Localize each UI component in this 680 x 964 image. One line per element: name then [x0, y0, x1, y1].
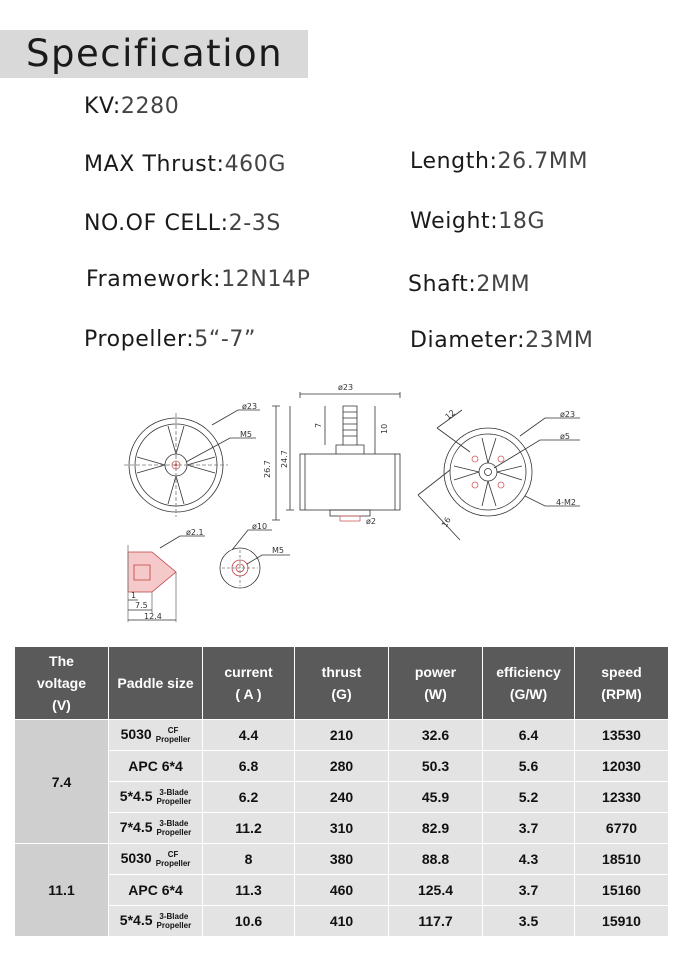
propeller-note	[157, 788, 192, 806]
table-row	[15, 875, 669, 906]
current-cell: 11.2	[203, 813, 295, 844]
spec-propeller-value: 5“-7”	[194, 327, 256, 352]
spec-propeller	[84, 327, 256, 352]
header-power-line1: power	[414, 664, 457, 680]
spec-shaft-label: Shaft:	[408, 272, 477, 297]
efficiency-cell: 3.7	[483, 813, 575, 844]
paddle-size-cell	[109, 813, 203, 844]
speed-cell: 6770	[575, 813, 669, 844]
propeller-note-line: CF	[167, 726, 179, 736]
dim-7-5: 7.5	[135, 601, 148, 610]
header-efficiency-line2: (G/W)	[509, 686, 548, 702]
voltage-cell: 7.4	[15, 720, 109, 844]
header-voltage-line2: voltage	[36, 675, 86, 691]
paddle-size-cell	[109, 782, 203, 813]
table-row	[15, 751, 669, 782]
spec-max-thrust-label: MAX Thrust:	[84, 152, 225, 177]
header-speed-line2: (RPM)	[601, 686, 642, 702]
header-current-line1: current	[224, 664, 273, 680]
propeller-note-line: 3-Blade	[159, 912, 189, 922]
spec-framework	[86, 267, 311, 292]
header-voltage-line1: The	[49, 653, 74, 669]
spec-max-thrust	[84, 152, 286, 177]
current-cell: 8	[203, 844, 295, 875]
header-efficiency-line1: efficiency	[496, 664, 561, 680]
spec-max-thrust-value: 460G	[224, 152, 287, 177]
thrust-cell: 210	[295, 720, 389, 751]
header-voltage-line3: (V)	[52, 697, 71, 713]
paddle-size-cell	[109, 844, 203, 875]
speed-cell: 18510	[575, 844, 669, 875]
header-thrust-line2: (G)	[331, 686, 352, 702]
efficiency-cell: 3.7	[483, 875, 575, 906]
header-current	[203, 647, 295, 720]
spec-length-label: Length:	[410, 149, 498, 174]
dim-d5: ø5	[560, 432, 570, 441]
table-row	[15, 720, 669, 751]
dim-4-m2: 4-M2	[556, 498, 576, 507]
power-cell: 45.9	[389, 782, 483, 813]
speed-cell: 15910	[575, 906, 669, 937]
spec-cell	[84, 211, 281, 236]
prop-nut-front	[220, 522, 290, 588]
dim-12-4: 12.4	[144, 612, 162, 621]
thrust-cell: 280	[295, 751, 389, 782]
thrust-cell: 380	[295, 844, 389, 875]
header-speed-line1: speed	[601, 664, 642, 680]
spec-diameter-value: 23MM	[525, 328, 594, 353]
thrust-cell: 410	[295, 906, 389, 937]
spec-diameter-label: Diameter:	[410, 328, 526, 353]
paddle-size-value: 5030	[120, 849, 152, 866]
speed-cell: 12330	[575, 782, 669, 813]
power-cell: 88.8	[389, 844, 483, 875]
thrust-cell: 310	[295, 813, 389, 844]
current-cell: 6.2	[203, 782, 295, 813]
propeller-note	[156, 850, 191, 868]
table-body	[15, 720, 669, 937]
motor-technical-drawing	[100, 378, 620, 628]
efficiency-cell: 6.4	[483, 720, 575, 751]
header-current-line2: ( A )	[235, 686, 262, 702]
dim-d23-front: ø23	[242, 402, 258, 411]
spec-kv-label: KV:	[84, 94, 121, 119]
table-row	[15, 906, 669, 937]
propeller-note-line: Propeller	[155, 735, 191, 745]
dim-24-7: 24.7	[280, 450, 289, 468]
spec-shaft	[408, 272, 530, 297]
paddle-size-value: 7*4.5	[119, 818, 153, 835]
paddle-size-cell	[109, 720, 203, 751]
spec-weight-label: Weight:	[410, 209, 499, 234]
dim-d2-shaft: ø2	[366, 517, 376, 526]
back-view	[418, 408, 580, 540]
thrust-cell: 240	[295, 782, 389, 813]
thrust-cell: 460	[295, 875, 389, 906]
spec-weight-value: 18G	[498, 209, 546, 234]
performance-table	[14, 646, 669, 937]
spec-diameter	[410, 328, 594, 353]
prop-nut-side	[128, 528, 205, 622]
side-view	[263, 383, 400, 526]
current-cell: 6.8	[203, 751, 295, 782]
spec-kv	[84, 94, 179, 119]
current-cell: 4.4	[203, 720, 295, 751]
header-voltage	[15, 647, 109, 720]
propeller-note-line: 3-Blade	[159, 788, 189, 798]
table-header-row	[15, 647, 669, 720]
header-thrust-line1: thrust	[321, 664, 362, 680]
dim-26-7: 26.7	[263, 460, 272, 478]
power-cell: 32.6	[389, 720, 483, 751]
page-title: Specification	[26, 32, 284, 75]
spec-framework-label: Framework:	[86, 267, 222, 292]
header-power-line2: (W)	[424, 686, 447, 702]
propeller-note-line: CF	[167, 850, 179, 860]
header-efficiency	[483, 647, 575, 720]
header-thrust	[295, 647, 389, 720]
spec-length-value: 26.7MM	[497, 149, 589, 174]
propeller-note	[157, 819, 192, 837]
voltage-cell: 11.1	[15, 844, 109, 937]
header-speed	[575, 647, 669, 720]
header-power	[389, 647, 483, 720]
propeller-note-line: Propeller	[156, 921, 192, 931]
power-cell: 82.9	[389, 813, 483, 844]
power-cell: 50.3	[389, 751, 483, 782]
paddle-size-cell	[109, 751, 203, 782]
propeller-note	[157, 912, 192, 930]
efficiency-cell: 5.6	[483, 751, 575, 782]
header-paddle-size: Paddle size	[109, 647, 203, 720]
spec-length	[410, 149, 588, 174]
paddle-size-value: 5*4.5	[119, 787, 153, 804]
efficiency-cell: 5.2	[483, 782, 575, 813]
speed-cell: 15160	[575, 875, 669, 906]
propeller-note	[156, 726, 191, 744]
propeller-note-line: Propeller	[155, 859, 191, 869]
table-row	[15, 782, 669, 813]
efficiency-cell: 3.5	[483, 906, 575, 937]
table-row	[15, 844, 669, 875]
dim-12: 12	[443, 408, 458, 422]
spec-kv-value: 2280	[120, 94, 180, 119]
propeller-note-line: 3-Blade	[159, 819, 189, 829]
power-cell: 125.4	[389, 875, 483, 906]
spec-framework-value: 12N14P	[221, 267, 311, 292]
paddle-size-value: 5*4.5	[119, 911, 153, 928]
current-cell: 11.3	[203, 875, 295, 906]
paddle-size-value: APC 6*4	[128, 882, 183, 898]
dim-d10: ø10	[252, 522, 268, 531]
power-cell: 117.7	[389, 906, 483, 937]
paddle-size-value: 5030	[120, 725, 152, 742]
propeller-note-line: Propeller	[156, 797, 192, 807]
efficiency-cell: 4.3	[483, 844, 575, 875]
dim-d23-side: ø23	[338, 383, 354, 392]
paddle-size-value: APC 6*4	[128, 758, 183, 774]
paddle-size-cell	[109, 906, 203, 937]
spec-weight	[410, 209, 545, 234]
dim-10: 10	[380, 423, 389, 434]
table-row	[15, 813, 669, 844]
dim-m5-front: M5	[240, 430, 252, 439]
dim-d23-back: ø23	[560, 410, 576, 419]
speed-cell: 13530	[575, 720, 669, 751]
spec-shaft-value: 2MM	[476, 272, 531, 297]
spec-cell-label: NO.OF CELL:	[84, 211, 229, 236]
front-view	[124, 402, 260, 517]
dim-m5-nut: M5	[272, 546, 284, 555]
dim-7: 7	[314, 422, 323, 428]
dim-d2-1: ø2.1	[186, 528, 204, 537]
current-cell: 10.6	[203, 906, 295, 937]
spec-propeller-label: Propeller:	[84, 327, 195, 352]
spec-cell-value: 2-3S	[228, 211, 281, 236]
propeller-note-line: Propeller	[156, 828, 192, 838]
speed-cell: 12030	[575, 751, 669, 782]
paddle-size-cell	[109, 875, 203, 906]
dim-16: 16	[439, 515, 453, 529]
dim-1: 1	[131, 591, 137, 600]
